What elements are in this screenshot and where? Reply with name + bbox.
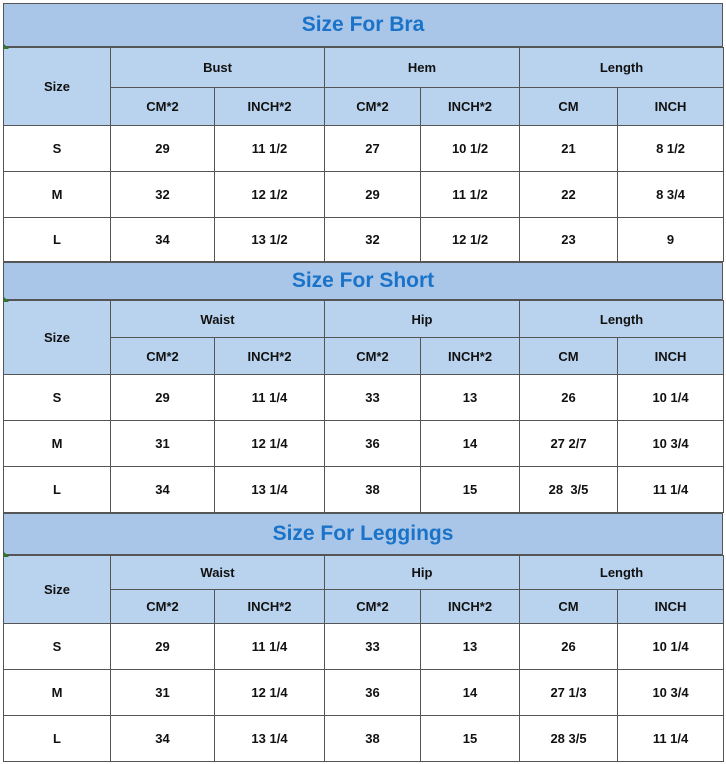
measurement-cell: 26 bbox=[520, 624, 618, 670]
measurement-cell: 33 bbox=[325, 624, 421, 670]
size-cell: S bbox=[4, 624, 111, 670]
size-section bbox=[3, 262, 723, 513]
measurement-cell: 10 3/4 bbox=[618, 670, 724, 716]
measurement-cell: 13 1/4 bbox=[215, 467, 325, 513]
size-column-header: Size bbox=[4, 48, 111, 126]
measurement-cell: 38 bbox=[325, 467, 421, 513]
measurement-cell: 28 3/5 bbox=[520, 716, 618, 762]
measurement-cell: 13 1/4 bbox=[215, 716, 325, 762]
measurement-cell: 13 bbox=[421, 624, 520, 670]
unit-header: CM bbox=[520, 88, 618, 126]
unit-header: CM*2 bbox=[111, 338, 215, 375]
unit-header: INCH bbox=[618, 88, 724, 126]
unit-header: CM bbox=[520, 590, 618, 624]
unit-header: INCH*2 bbox=[215, 590, 325, 624]
measurement-cell: 15 bbox=[421, 716, 520, 762]
size-cell: S bbox=[4, 126, 111, 172]
size-table bbox=[3, 300, 724, 513]
measurement-cell: 23 bbox=[520, 218, 618, 262]
measurement-cell: 29 bbox=[111, 126, 215, 172]
unit-header: INCH*2 bbox=[421, 338, 520, 375]
group-header-row bbox=[4, 301, 724, 338]
measurement-group-header: Bust bbox=[111, 48, 325, 88]
measurement-cell: 10 3/4 bbox=[618, 421, 724, 467]
table-row bbox=[4, 421, 724, 467]
section-title: Size For Short bbox=[3, 262, 723, 300]
measurement-cell: 12 1/2 bbox=[421, 218, 520, 262]
group-header-row bbox=[4, 556, 724, 590]
table-row bbox=[4, 172, 724, 218]
size-table bbox=[3, 47, 724, 262]
unit-header: CM*2 bbox=[325, 88, 421, 126]
size-cell: L bbox=[4, 716, 111, 762]
size-cell: M bbox=[4, 670, 111, 716]
unit-header: CM*2 bbox=[325, 590, 421, 624]
measurement-cell: 11 1/4 bbox=[215, 375, 325, 421]
group-header-row bbox=[4, 48, 724, 88]
section-title: Size For Bra bbox=[3, 3, 723, 47]
measurement-cell: 15 bbox=[421, 467, 520, 513]
table-row bbox=[4, 716, 724, 762]
unit-header: INCH*2 bbox=[215, 88, 325, 126]
unit-header: INCH*2 bbox=[421, 590, 520, 624]
measurement-group-header: Waist bbox=[111, 301, 325, 338]
size-table bbox=[3, 555, 724, 762]
measurement-cell: 11 1/2 bbox=[215, 126, 325, 172]
measurement-group-header: Length bbox=[520, 556, 724, 590]
measurement-group-header: Hip bbox=[325, 556, 520, 590]
measurement-cell: 34 bbox=[111, 467, 215, 513]
corner-mark-icon bbox=[4, 44, 9, 49]
measurement-cell: 29 bbox=[325, 172, 421, 218]
measurement-cell: 21 bbox=[520, 126, 618, 172]
size-cell: S bbox=[4, 375, 111, 421]
measurement-cell: 38 bbox=[325, 716, 421, 762]
table-row bbox=[4, 218, 724, 262]
measurement-cell: 13 1/2 bbox=[215, 218, 325, 262]
unit-header-row bbox=[4, 338, 724, 375]
measurement-cell: 14 bbox=[421, 421, 520, 467]
table-row bbox=[4, 670, 724, 716]
measurement-cell: 34 bbox=[111, 716, 215, 762]
measurement-cell: 31 bbox=[111, 421, 215, 467]
size-column-header: Size bbox=[4, 301, 111, 375]
unit-header: CM*2 bbox=[111, 88, 215, 126]
unit-header: INCH*2 bbox=[421, 88, 520, 126]
measurement-cell: 36 bbox=[325, 421, 421, 467]
measurement-cell: 31 bbox=[111, 670, 215, 716]
measurement-cell: 29 bbox=[111, 375, 215, 421]
measurement-cell: 27 2/7 bbox=[520, 421, 618, 467]
measurement-cell: 32 bbox=[325, 218, 421, 262]
measurement-cell: 33 bbox=[325, 375, 421, 421]
measurement-group-header: Hip bbox=[325, 301, 520, 338]
unit-header: CM bbox=[520, 338, 618, 375]
measurement-cell: 32 bbox=[111, 172, 215, 218]
measurement-group-header: Length bbox=[520, 48, 724, 88]
measurement-group-header: Length bbox=[520, 301, 724, 338]
measurement-cell: 10 1/4 bbox=[618, 375, 724, 421]
unit-header: CM*2 bbox=[325, 338, 421, 375]
measurement-cell: 28 3/5 bbox=[520, 467, 618, 513]
table-row bbox=[4, 375, 724, 421]
size-cell: L bbox=[4, 218, 111, 262]
size-chart-sheet bbox=[3, 3, 723, 762]
unit-header: INCH bbox=[618, 590, 724, 624]
measurement-cell: 34 bbox=[111, 218, 215, 262]
measurement-cell: 8 1/2 bbox=[618, 126, 724, 172]
measurement-cell: 11 1/4 bbox=[215, 624, 325, 670]
measurement-group-header: Hem bbox=[325, 48, 520, 88]
measurement-cell: 27 bbox=[325, 126, 421, 172]
size-cell: L bbox=[4, 467, 111, 513]
unit-header: INCH bbox=[618, 338, 724, 375]
measurement-cell: 11 1/4 bbox=[618, 467, 724, 513]
unit-header-row bbox=[4, 590, 724, 624]
measurement-group-header: Waist bbox=[111, 556, 325, 590]
size-cell: M bbox=[4, 421, 111, 467]
measurement-cell: 26 bbox=[520, 375, 618, 421]
unit-header: INCH*2 bbox=[215, 338, 325, 375]
size-column-header: Size bbox=[4, 556, 111, 624]
measurement-cell: 12 1/2 bbox=[215, 172, 325, 218]
size-section bbox=[3, 513, 723, 762]
unit-header-row bbox=[4, 88, 724, 126]
measurement-cell: 11 1/4 bbox=[618, 716, 724, 762]
measurement-cell: 22 bbox=[520, 172, 618, 218]
corner-mark-icon bbox=[4, 552, 9, 557]
table-row bbox=[4, 126, 724, 172]
measurement-cell: 10 1/4 bbox=[618, 624, 724, 670]
measurement-cell: 8 3/4 bbox=[618, 172, 724, 218]
unit-header: CM*2 bbox=[111, 590, 215, 624]
measurement-cell: 27 1/3 bbox=[520, 670, 618, 716]
measurement-cell: 14 bbox=[421, 670, 520, 716]
size-cell: M bbox=[4, 172, 111, 218]
measurement-cell: 12 1/4 bbox=[215, 670, 325, 716]
measurement-cell: 36 bbox=[325, 670, 421, 716]
measurement-cell: 29 bbox=[111, 624, 215, 670]
measurement-cell: 9 bbox=[618, 218, 724, 262]
measurement-cell: 13 bbox=[421, 375, 520, 421]
table-row bbox=[4, 467, 724, 513]
corner-mark-icon bbox=[4, 297, 9, 302]
table-row bbox=[4, 624, 724, 670]
measurement-cell: 12 1/4 bbox=[215, 421, 325, 467]
measurement-cell: 11 1/2 bbox=[421, 172, 520, 218]
size-section bbox=[3, 3, 723, 262]
section-title: Size For Leggings bbox=[3, 513, 723, 555]
measurement-cell: 10 1/2 bbox=[421, 126, 520, 172]
